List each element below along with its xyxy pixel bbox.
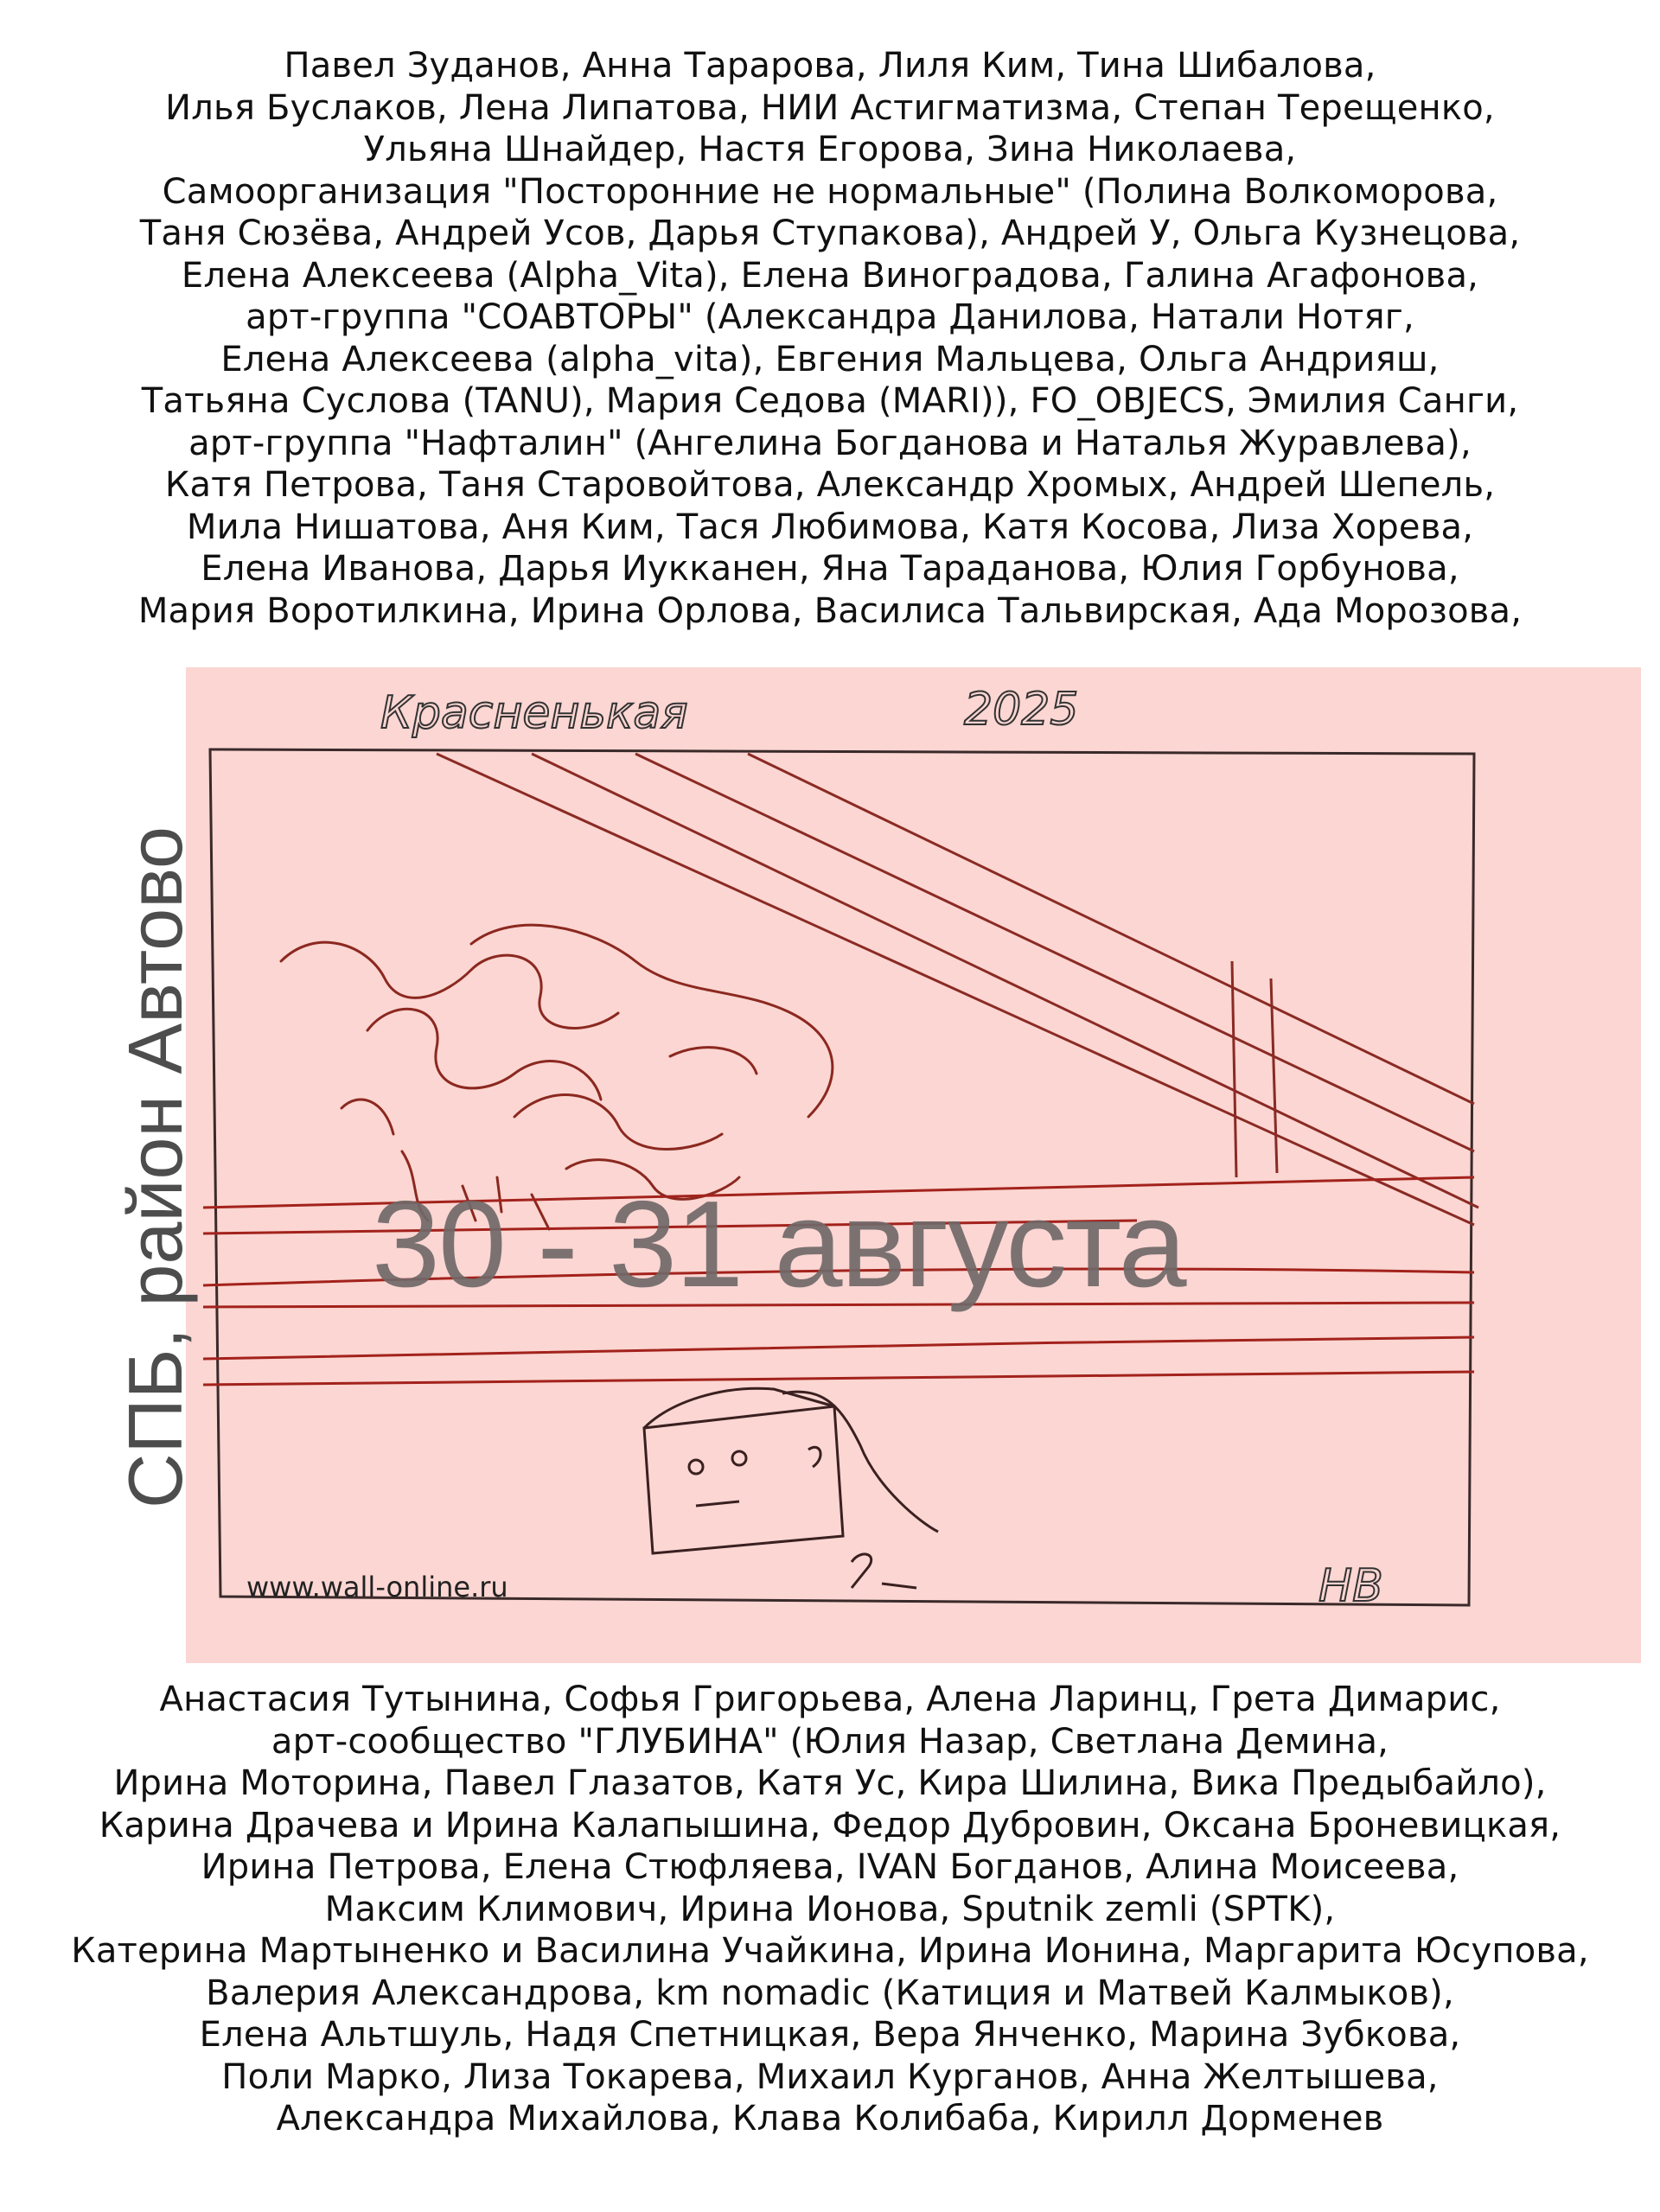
participant-line: Татьяна Суслова (TANU), Мария Седова (MARI)), FO_OBJECS, Эмилия Санги, (141, 381, 1519, 421)
sketch-illustration (186, 667, 1641, 1663)
participant-line: арт-группа "СОАВТОРЫ" (Александра Данилова, Натали Нотяг, (246, 297, 1414, 337)
participant-line: Александра Михайлова, Клава Колибаба, Кирилл Дорменев (276, 2099, 1384, 2139)
participant-line: Павел Зуданов, Анна Тарарова, Лиля Ким, Тина Шибалова, (284, 46, 1376, 86)
participant-line: Карина Драчева и Ирина Калапышина, Федор Дубровин, Оксана Броневицкая, (99, 1805, 1561, 1845)
artist-signature: НВ (1318, 1560, 1383, 1612)
sketch-year: 2025 (964, 684, 1079, 736)
event-location: СПБ, район Автово (112, 826, 198, 1508)
participant-line: Катя Петрова, Таня Старовойтова, Александр Хромых, Андрей Шепель, (164, 465, 1496, 505)
sketch-box-figure (644, 1388, 938, 1588)
participant-line: Максим Климович, Ирина Ионова, Sputnik zemli (SPTK), (324, 1889, 1336, 1929)
event-dates: 30 - 31 августа (372, 1176, 1185, 1313)
poster-drawing (186, 667, 1641, 1663)
participant-line: Елена Алексеева (alpha_vita), Евгения Мальцева, Ольга Андрияш, (220, 339, 1440, 379)
participant-line: Елена Иванова, Дарья Иукканен, Яна Тараданова, Юлия Горбунова, (201, 549, 1459, 589)
participant-line: Илья Буслаков, Лена Липатова, НИИ Астигматизма, Степан Терещенко, (165, 87, 1495, 128)
participant-line: Таня Сюзёва, Андрей Усов, Дарья Ступакова), Андрей У, Ольга Кузнецова, (139, 214, 1521, 253)
participant-line: Ульяна Шнайдер, Настя Егорова, Зина Николаева, (363, 130, 1297, 169)
participant-line: Анастасия Тутынина, Софья Григорьева, Алена Ларинц, Грета Димарис, (159, 1680, 1501, 1719)
sketch-title: Красненькая (380, 687, 688, 739)
participant-line: Елена Алексеева (Alpha_Vita), Елена Виноградова, Галина Агафонова, (181, 255, 1479, 296)
participant-line: Елена Альтшуль, Надя Спетницкая, Вера Янченко, Марина Зубкова, (199, 2015, 1461, 2055)
participant-line: арт-сообщество "ГЛУБИНА" (Юлия Назар, Светлана Демина, (271, 1721, 1389, 1762)
bottom-participants-list (0, 1679, 1660, 2140)
website-url: www.wall-online.ru (246, 1571, 508, 1603)
top-participants-list (0, 45, 1660, 632)
participant-line: Валерия Александрова, km nomadic (Катиция и Матвей Калмыков), (206, 1973, 1454, 2013)
participant-line: Ирина Петрова, Елена Стюфляева, IVAN Богданов, Алина Моисеева, (201, 1847, 1459, 1887)
participant-line: арт-группа "Нафталин" (Ангелина Богданова и Наталья Журавлева), (188, 423, 1472, 463)
participant-line: Мила Нишатова, Аня Ким, Тася Любимова, Катя Косова, Лиза Хорева, (186, 507, 1474, 547)
sketch-bridge (437, 754, 1478, 1225)
participant-line: Ирина Моторина, Павел Глазатов, Катя Ус, Кира Шилина, Вика Предыбайло), (113, 1763, 1547, 1803)
participant-line: Мария Воротилкина, Ирина Орлова, Василиса Тальвирская, Ада Морозова, (137, 590, 1523, 631)
participant-line: Самоорганизация "Посторонние не нормальные" (Полина Волкоморова, (162, 171, 1498, 212)
participant-line: Катерина Мартыненко и Василина Учайкина, Ирина Ионина, Маргарита Юсупова, (71, 1931, 1589, 1971)
participant-line: Поли Марко, Лиза Токарева, Михаил Курганов, Анна Желтышева, (221, 2056, 1439, 2097)
